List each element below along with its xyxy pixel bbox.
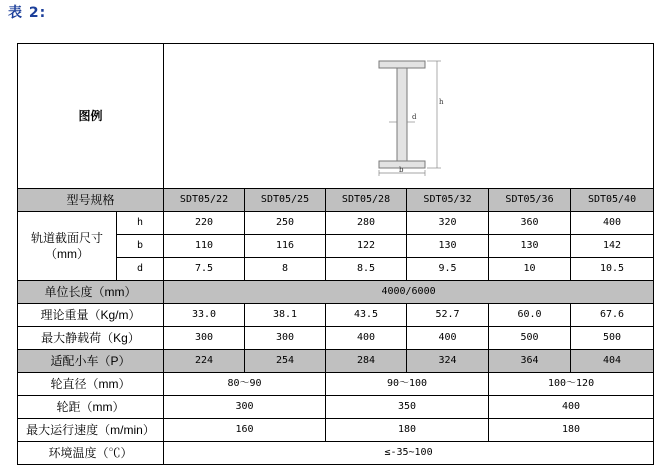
dim-d-label: d xyxy=(411,113,417,121)
env-temp-value: ≤-35~100 xyxy=(164,442,654,465)
model-cell: SDT05/28 xyxy=(326,189,407,212)
model-cell: SDT05/36 xyxy=(489,189,571,212)
weight-value: 38.1 xyxy=(245,304,326,327)
legend-title: 图例 xyxy=(18,44,164,189)
wheelbase-row xyxy=(18,396,654,419)
model-cell: SDT05/22 xyxy=(164,189,245,212)
legend-row xyxy=(18,44,654,189)
model-cell: SDT05/40 xyxy=(571,189,654,212)
section-key: d xyxy=(117,258,164,281)
weight-row xyxy=(18,304,654,327)
trolley-value: 324 xyxy=(407,350,489,373)
section-value: 250 xyxy=(245,212,326,235)
section-value: 8 xyxy=(245,258,326,281)
weight-value: 52.7 xyxy=(407,304,489,327)
wheel-diameter-value: 100～120 xyxy=(489,373,654,396)
unit-length-label: 单位长度（mm） xyxy=(18,281,164,304)
max-speed-label: 最大运行速度（m/min） xyxy=(18,419,164,442)
section-key: h xyxy=(117,212,164,235)
wheelbase-value: 350 xyxy=(326,396,489,419)
trolley-value: 364 xyxy=(489,350,571,373)
section-value: 142 xyxy=(571,235,654,258)
wheel-diameter-value: 90～100 xyxy=(326,373,489,396)
static-load-value: 300 xyxy=(164,327,245,350)
max-speed-value: 180 xyxy=(326,419,489,442)
static-load-value: 400 xyxy=(407,327,489,350)
unit-length-value: 4000/6000 xyxy=(164,281,654,304)
trolley-label: 适配小车（P） xyxy=(18,350,164,373)
static-load-value: 300 xyxy=(245,327,326,350)
dim-b-label: b xyxy=(398,166,404,174)
wheel-diameter-value: 80～90 xyxy=(164,373,326,396)
weight-value: 60.0 xyxy=(489,304,571,327)
section-value: 116 xyxy=(245,235,326,258)
section-label: 轨道截面尺寸（mm） xyxy=(18,212,117,281)
model-cell: SDT05/32 xyxy=(407,189,489,212)
spec-table xyxy=(17,43,654,465)
static-load-label: 最大静载荷（Kg） xyxy=(18,327,164,350)
max-speed-value: 180 xyxy=(489,419,654,442)
wheelbase-value: 300 xyxy=(164,396,326,419)
max-speed-value: 160 xyxy=(164,419,326,442)
model-cell: SDT05/25 xyxy=(245,189,326,212)
section-value: 130 xyxy=(489,235,571,258)
section-value: 130 xyxy=(407,235,489,258)
static-load-row xyxy=(18,327,654,350)
section-value: 8.5 xyxy=(326,258,407,281)
trolley-value: 224 xyxy=(164,350,245,373)
model-row xyxy=(18,189,654,212)
section-row-h xyxy=(18,212,654,235)
weight-value: 67.6 xyxy=(571,304,654,327)
weight-label: 理论重量（Kg/m） xyxy=(18,304,164,327)
section-value: 110 xyxy=(164,235,245,258)
section-value: 122 xyxy=(326,235,407,258)
weight-value: 33.0 xyxy=(164,304,245,327)
env-temp-row xyxy=(18,442,654,465)
trolley-row xyxy=(18,350,654,373)
weight-value: 43.5 xyxy=(326,304,407,327)
max-speed-row xyxy=(18,419,654,442)
trolley-value: 404 xyxy=(571,350,654,373)
model-label: 型号规格 xyxy=(18,189,164,212)
unit-length-row xyxy=(18,281,654,304)
section-value: 10.5 xyxy=(571,258,654,281)
section-key: b xyxy=(117,235,164,258)
section-value: 10 xyxy=(489,258,571,281)
section-value: 280 xyxy=(326,212,407,235)
beam-diagram-cell xyxy=(164,44,654,189)
wheel-diameter-label: 轮直径（mm） xyxy=(18,373,164,396)
trolley-value: 284 xyxy=(326,350,407,373)
wheel-diameter-row xyxy=(18,373,654,396)
section-value: 9.5 xyxy=(407,258,489,281)
static-load-value: 500 xyxy=(489,327,571,350)
trolley-value: 254 xyxy=(245,350,326,373)
section-value: 400 xyxy=(571,212,654,235)
section-value: 320 xyxy=(407,212,489,235)
section-value: 360 xyxy=(489,212,571,235)
wheelbase-value: 400 xyxy=(489,396,654,419)
section-value: 7.5 xyxy=(164,258,245,281)
section-value: 220 xyxy=(164,212,245,235)
env-temp-label: 环境温度（℃） xyxy=(18,442,164,465)
static-load-value: 400 xyxy=(326,327,407,350)
table-caption: 表 2: xyxy=(8,5,47,21)
wheelbase-label: 轮距（mm） xyxy=(18,396,164,419)
i-beam-diagram xyxy=(359,56,459,176)
static-load-value: 500 xyxy=(571,327,654,350)
dim-h-label: h xyxy=(438,98,444,106)
